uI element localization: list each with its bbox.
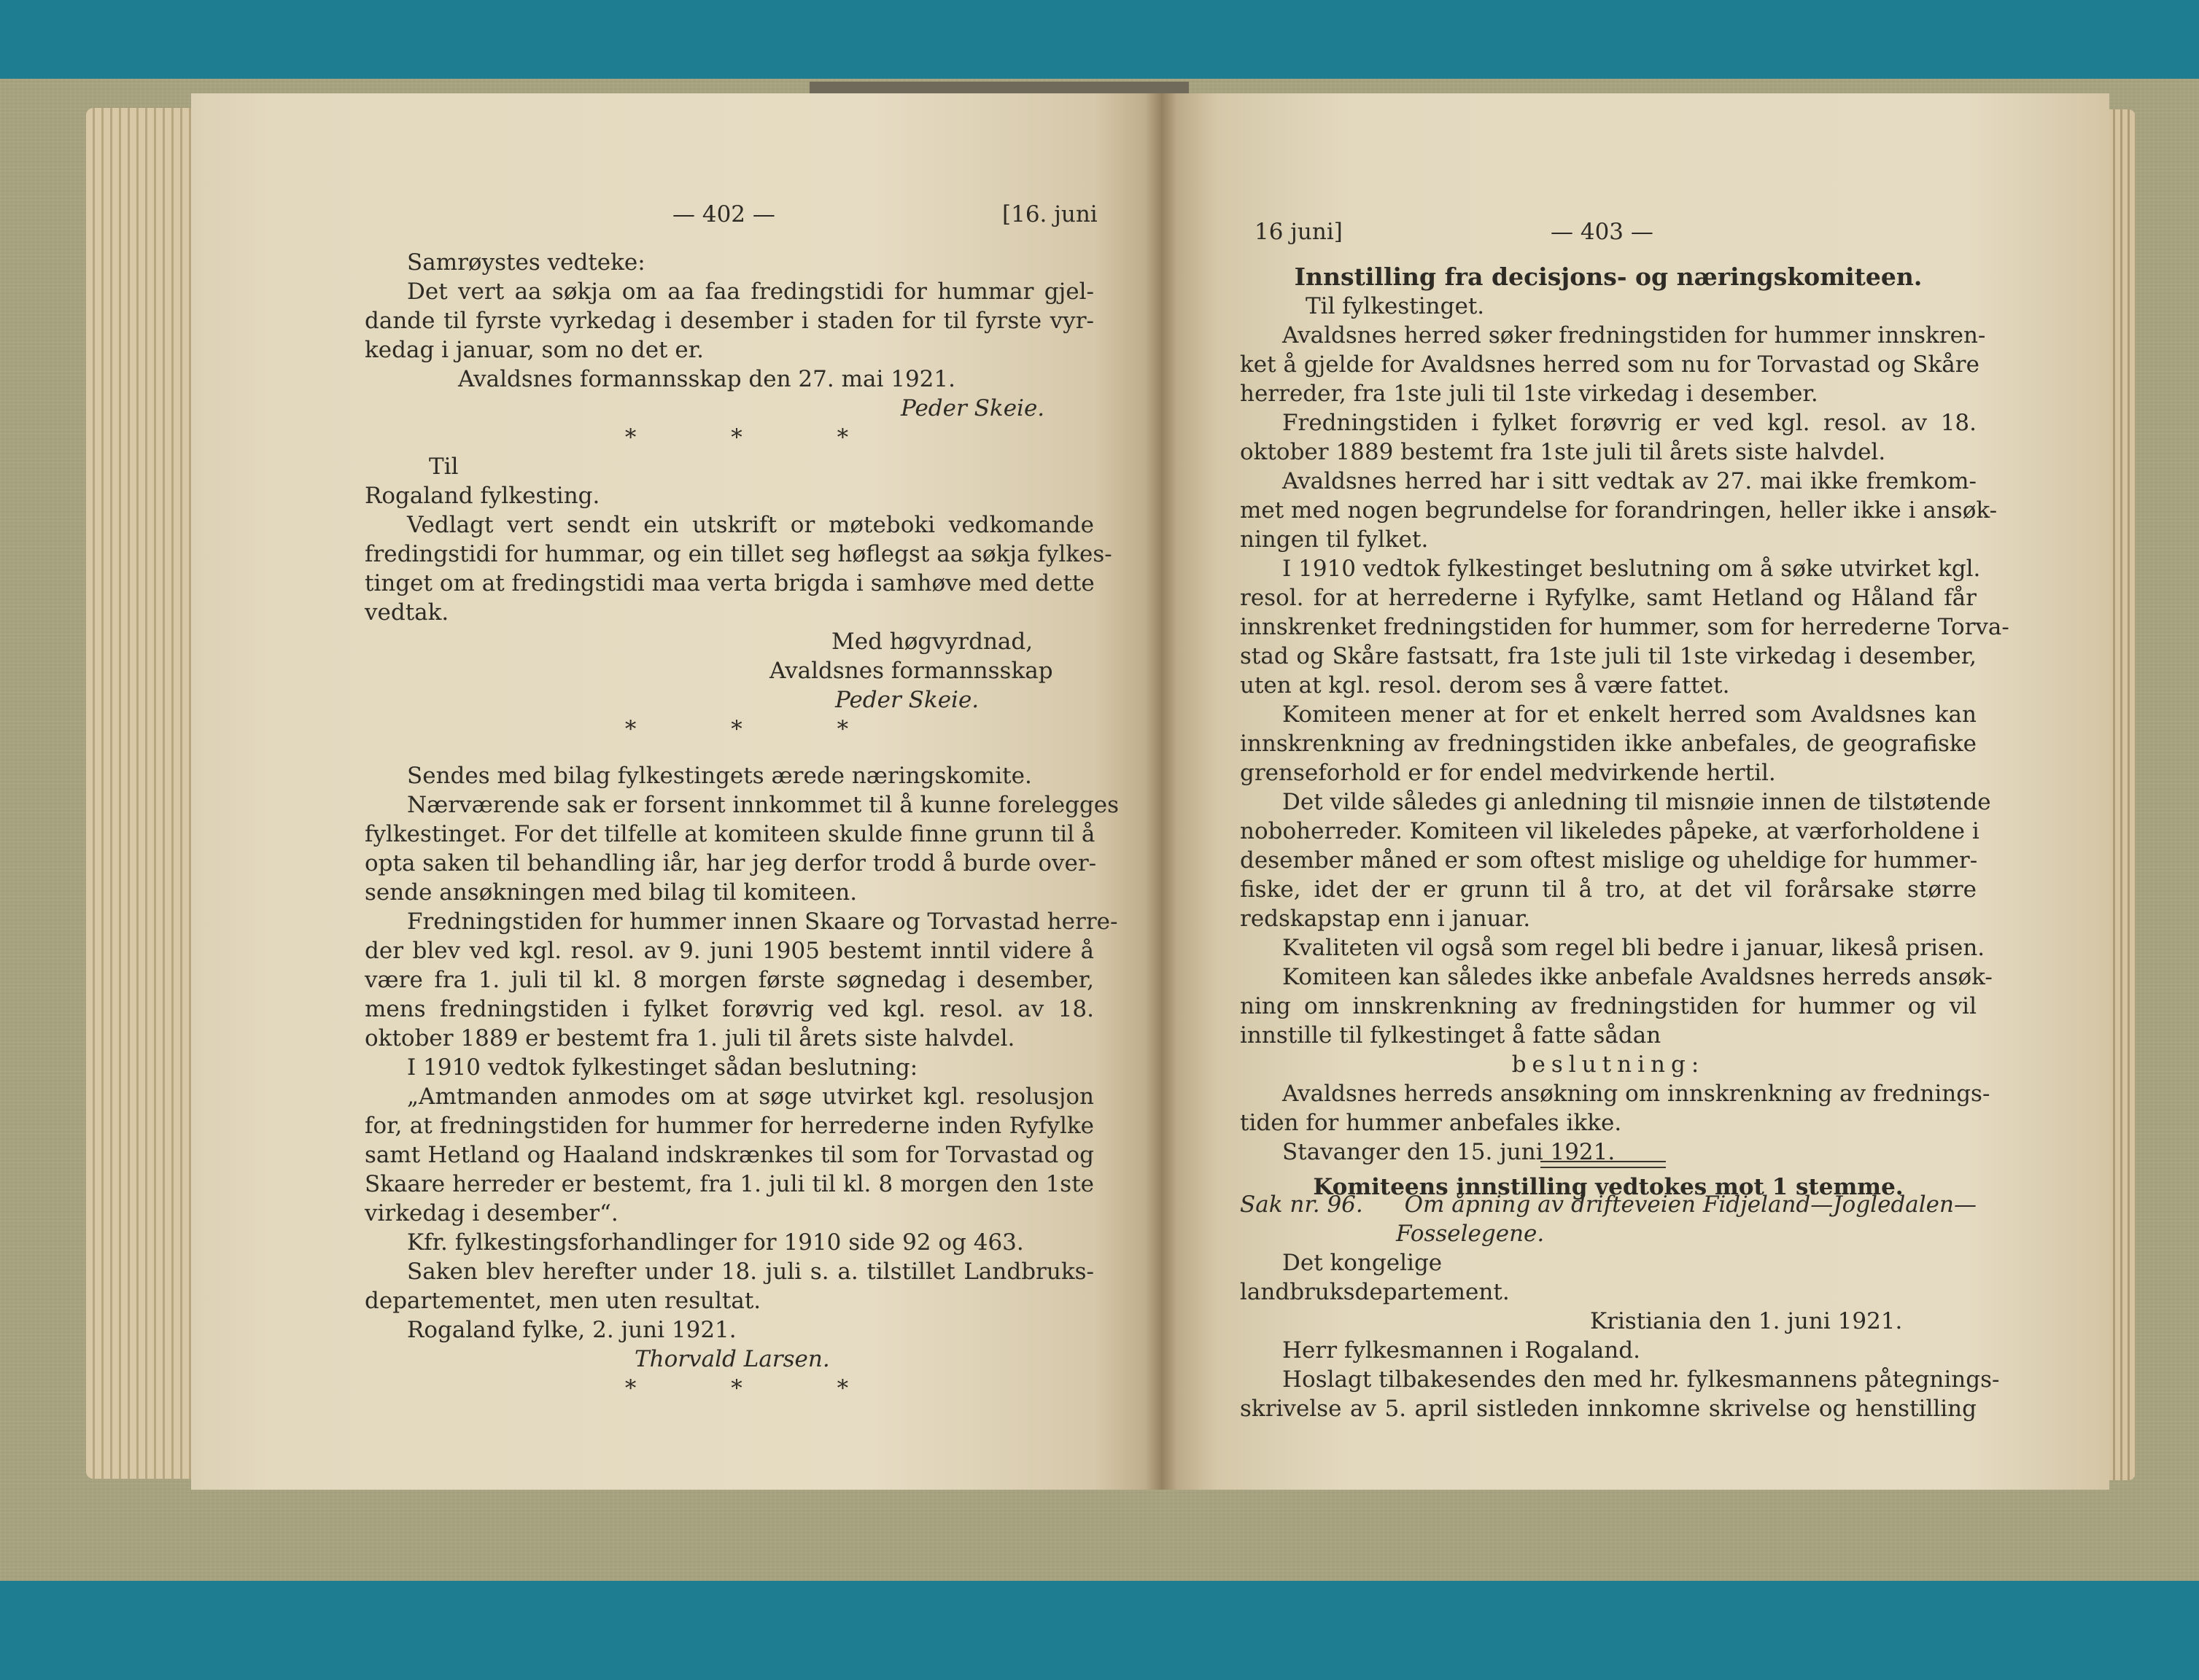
- text-line: Komiteen kan således ikke anbefale Avaldsnes herreds ansøk-: [1282, 964, 1993, 990]
- decision-heading: Komiteens innstilling vedtokes mot 1 stemme.: [1313, 1174, 1904, 1200]
- text-line: Avaldsnes herreds ansøkning om innskrenkning av frednings-: [1282, 1081, 1990, 1107]
- text-line: Nærværende sak er forsent innkommet til å kunne forelegges: [407, 792, 1120, 818]
- text-line: skrivelse av 5. april sistleden innkomne skrivelse og henstilling: [1240, 1396, 1977, 1422]
- text-line: Det vert aa søkja om aa faa fredingstidi for hummar gjel-: [407, 279, 1094, 305]
- text-line: Kvaliteten vil også som regel bli bedre i januar, likeså prisen.: [1282, 935, 1985, 961]
- text-line: „Amtmanden anmodes om at søge utvirket kgl. resolusjon: [407, 1084, 1094, 1110]
- text-line: Det vilde således gi anledning til misnøie innen de tilstøtende: [1282, 789, 1991, 815]
- text-line: noboherreder. Komiteen vil likeledes påpeke, at værforholdene i: [1240, 818, 1979, 844]
- text-line: kedag i januar, som no det er.: [365, 337, 704, 363]
- text-line: Det kongelige: [1282, 1250, 1443, 1276]
- right-page-body: [1240, 262, 2009, 1208]
- text-line: Komiteen mener at for et enkelt herred som Avaldsnes kan: [1282, 701, 1977, 728]
- text-line: Samrøystes vedteke:: [407, 249, 645, 276]
- text-line: Fredningstiden i fylket forøvrig er ved kgl. resol. av 18.: [1282, 410, 1977, 436]
- text-line: departementet, men uten resultat.: [365, 1288, 761, 1314]
- section-divider: [1540, 1161, 1666, 1168]
- text-line: Stavanger den 15. juni 1921.: [1282, 1139, 1616, 1165]
- text-line: Rogaland fylkesting.: [365, 483, 600, 509]
- text-line: ningen til fylket.: [1240, 526, 1429, 553]
- text-line: sende ansøkningen med bilag til komiteen.: [365, 879, 858, 906]
- text-line: samt Hetland og Haaland indskrænkes til som for Torvastad og: [365, 1142, 1094, 1168]
- text-line: Kfr. fylkestingsforhandlinger for 1910 side 92 og 463.: [407, 1229, 1024, 1256]
- text-line: fredingstidi for hummar, og ein tillet seg høflegst aa søkja fylkes-: [365, 541, 1112, 567]
- text-line: Rogaland fylke, 2. juni 1921.: [407, 1317, 737, 1343]
- case-title-cont: Fosselegene.: [1396, 1221, 1545, 1247]
- case-title: Om åpning av drifteveien Fidjeland—Jogledalen—: [1404, 1191, 1977, 1218]
- text-line: resol. for at herrederne i Ryfylke, samt Hetland og Håland får: [1240, 585, 1977, 611]
- text-line: ning om innskrenkning av fredningstiden for hummer og vil: [1240, 993, 1977, 1019]
- text-line: landbruksdepartement.: [1240, 1279, 1510, 1305]
- text-line: grenseforhold er for endel medvirkende hertil.: [1240, 760, 1776, 786]
- text-line: fiske, idet der er grunn til å tro, at det vil forårsake større: [1240, 876, 1977, 903]
- text-line: opta saken til behandling iår, har jeg derfor trodd å burde over-: [365, 850, 1097, 876]
- text-line: Vedlagt vert sendt ein utskrift or møteboki vedkomande: [407, 512, 1094, 538]
- text-line: tiden for hummer anbefales ikke.: [1240, 1110, 1622, 1136]
- case-96-block: [1240, 1190, 2000, 1423]
- resolution-heading: beslutning:: [1511, 1051, 1705, 1078]
- text-line: ket å gjelde for Avaldsnes herred som nu for Torvastad og Skåre: [1240, 351, 1979, 378]
- text-line: redskapstap enn i januar.: [1240, 906, 1531, 932]
- text-line: der blev ved kgl. resol. av 9. juni 1905 bestemt inntil videre å: [365, 938, 1094, 964]
- text-line: Til: [429, 454, 459, 480]
- text-line: Avaldsnes formannsskap: [769, 658, 1053, 684]
- left-page-body: [365, 248, 1120, 1403]
- text-line: virkedag i desember“.: [365, 1200, 618, 1226]
- text-line: stad og Skåre fastsatt, fra 1ste juli til 1ste virkedag i desember,: [1240, 643, 1977, 669]
- text-line: Hoslagt tilbakesendes den med hr. fylkesmannens påtegnings-: [1282, 1366, 2000, 1393]
- text-line: oktober 1889 bestemt fra 1ste juli til årets siste halvdel.: [1240, 439, 1886, 465]
- text-line: Saken blev herefter under 18. juli s. a. tilstillet Landbruks-: [407, 1259, 1094, 1285]
- text-line: I 1910 vedtok fylkestinget sådan beslutning:: [407, 1054, 918, 1081]
- text-line: tinget om at fredingstidi maa verta brigda i samhøve med dette: [365, 570, 1095, 596]
- text-line: innstille til fylkestinget å fatte sådan: [1240, 1022, 1661, 1049]
- text-line: Avaldsnes herred søker fredningstiden for hummer innskren-: [1282, 322, 1986, 349]
- left-running-head: [16. juni: [1002, 201, 1098, 228]
- case-number: Sak nr. 96.: [1240, 1191, 1363, 1218]
- text-line: herreder, fra 1ste juli til 1ste virkedag i desember.: [1240, 381, 1818, 407]
- text-line: Herr fylkesmannen i Rogaland.: [1282, 1337, 1640, 1364]
- text-line: Sendes med bilag fylkestingets ærede næringskomite.: [407, 763, 1032, 789]
- section-stars: * * *: [624, 424, 893, 451]
- text-line: met med nogen begrundelse for forandringen, heller ikke i ansøk-: [1240, 497, 1998, 524]
- right-running-head: 16 juni]: [1254, 219, 1343, 245]
- left-page-number: — 402 —: [672, 201, 775, 228]
- text-line: mens fredningstiden i fylket forøvrig ved kgl. resol. av 18.: [365, 996, 1094, 1022]
- text-line: fylkestinget. For det tilfelle at komiteen skulde finne grunn til å: [365, 821, 1095, 847]
- text-line: uten at kgl. resol. derom ses å være fattet.: [1240, 672, 1730, 699]
- right-page-number: — 403 —: [1551, 219, 1653, 245]
- section-heading: Innstilling fra decisjons- og næringskomiteen.: [1294, 262, 1923, 291]
- text-line: være fra 1. juli til kl. 8 morgen første søgnedag i desember,: [365, 967, 1094, 993]
- text-line: innskrenkning av fredningstiden ikke anbefales, de geografiske: [1240, 731, 1977, 757]
- text-line: for, at fredningstiden for hummer for herrederne inden Ryfylke: [365, 1113, 1094, 1139]
- signature: Peder Skeie.: [901, 395, 1045, 421]
- text-line: vedtak.: [365, 599, 449, 626]
- text-line: Skaare herreder er bestemt, fra 1. juli til kl. 8 morgen den 1ste: [365, 1171, 1094, 1197]
- signature: Peder Skeie.: [835, 687, 980, 713]
- text-line: I 1910 vedtok fylkestinget beslutning om å søke utvirket kgl.: [1282, 556, 1981, 582]
- page-edges-left: [86, 108, 195, 1479]
- text-line: Kristiania den 1. juni 1921.: [1590, 1308, 1903, 1334]
- section-stars: * * *: [624, 1375, 893, 1401]
- gutter-shadow: [1145, 93, 1177, 1490]
- text-line: oktober 1889 er bestemt fra 1. juli til årets siste halvdel.: [365, 1025, 1015, 1051]
- text-line: Til fylkestinget.: [1306, 293, 1485, 319]
- text-line: innskrenket fredningstiden for hummer, som for herrederne Torva-: [1240, 614, 2009, 640]
- text-line: Avaldsnes herred har i sitt vedtak av 27. mai ikke fremkom-: [1282, 468, 1977, 494]
- text-line: Fredningstiden for hummer innen Skaare og Torvastad herre-: [407, 909, 1118, 935]
- signature: Thorvald Larsen.: [635, 1346, 830, 1372]
- text-line: desember måned er som oftest mislige og uheldige for hummer-: [1240, 847, 1978, 874]
- text-line: Med høgvyrdnad,: [831, 629, 1033, 655]
- section-stars: * * *: [624, 716, 893, 742]
- text-line: Avaldsnes formannsskap den 27. mai 1921.: [458, 366, 955, 392]
- text-line: dande til fyrste vyrkedag i desember i staden for til fyrste vyr-: [365, 308, 1094, 334]
